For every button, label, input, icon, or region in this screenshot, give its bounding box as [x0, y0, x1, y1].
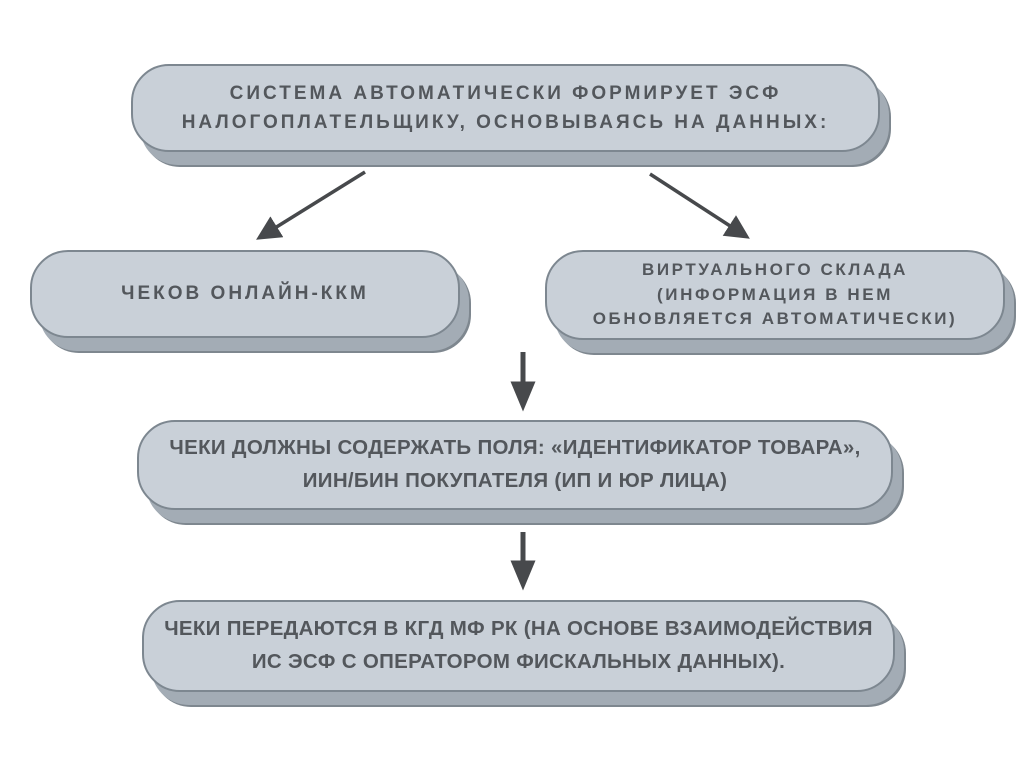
- arrow-top-to-right: [650, 174, 744, 235]
- node-text-line: (ИНФОРМАЦИЯ В НЕМ: [657, 284, 893, 304]
- node-text-line: ЧЕКИ ДОЛЖНЫ СОДЕРЖАТЬ ПОЛЯ: «ИДЕНТИФИКАТОР ТОВАРА»,: [169, 436, 861, 460]
- node-text-line: ИИН/БИН ПОКУПАТЕЛЯ (ИП И ЮР ЛИЦА): [302, 469, 728, 492]
- node-text-line: ОБНОВЛЯЕТСЯ АВТОМАТИЧЕСКИ): [592, 309, 958, 329]
- arrow-top-to-left: [262, 172, 365, 236]
- node-text-line: НАЛОГОПЛАТЕЛЬЩИКУ, ОСНОВЫВАЯСЬ НА ДАННЫХ:: [181, 112, 830, 133]
- node-text-line: ВИРТУАЛЬНОГО СКЛАДА: [641, 260, 909, 280]
- node-required-receipt-fields: [137, 420, 893, 510]
- node-system-forms-esf: [131, 64, 880, 152]
- node-text-line: СИСТЕМА АВТОМАТИЧЕСКИ ФОРМИРУЕТ ЭСФ: [229, 82, 782, 104]
- node-text-line: ЧЕКИ ПЕРЕДАЮТСЯ В КГД МФ РК (НА ОСНОВЕ ВЗАИМОДЕЙСТВИЯ: [164, 617, 873, 641]
- node-text-line: ЧЕКОВ ОНЛАЙН-ККМ: [121, 283, 369, 305]
- node-text-line: ИС ЭСФ С ОПЕРАТОРОМ ФИСКАЛЬНЫХ ДАННЫХ).: [251, 650, 786, 673]
- node-receipts-transfer-kgd: [142, 600, 895, 692]
- node-online-kkm-receipts: [30, 250, 460, 338]
- node-virtual-warehouse: [545, 250, 1005, 340]
